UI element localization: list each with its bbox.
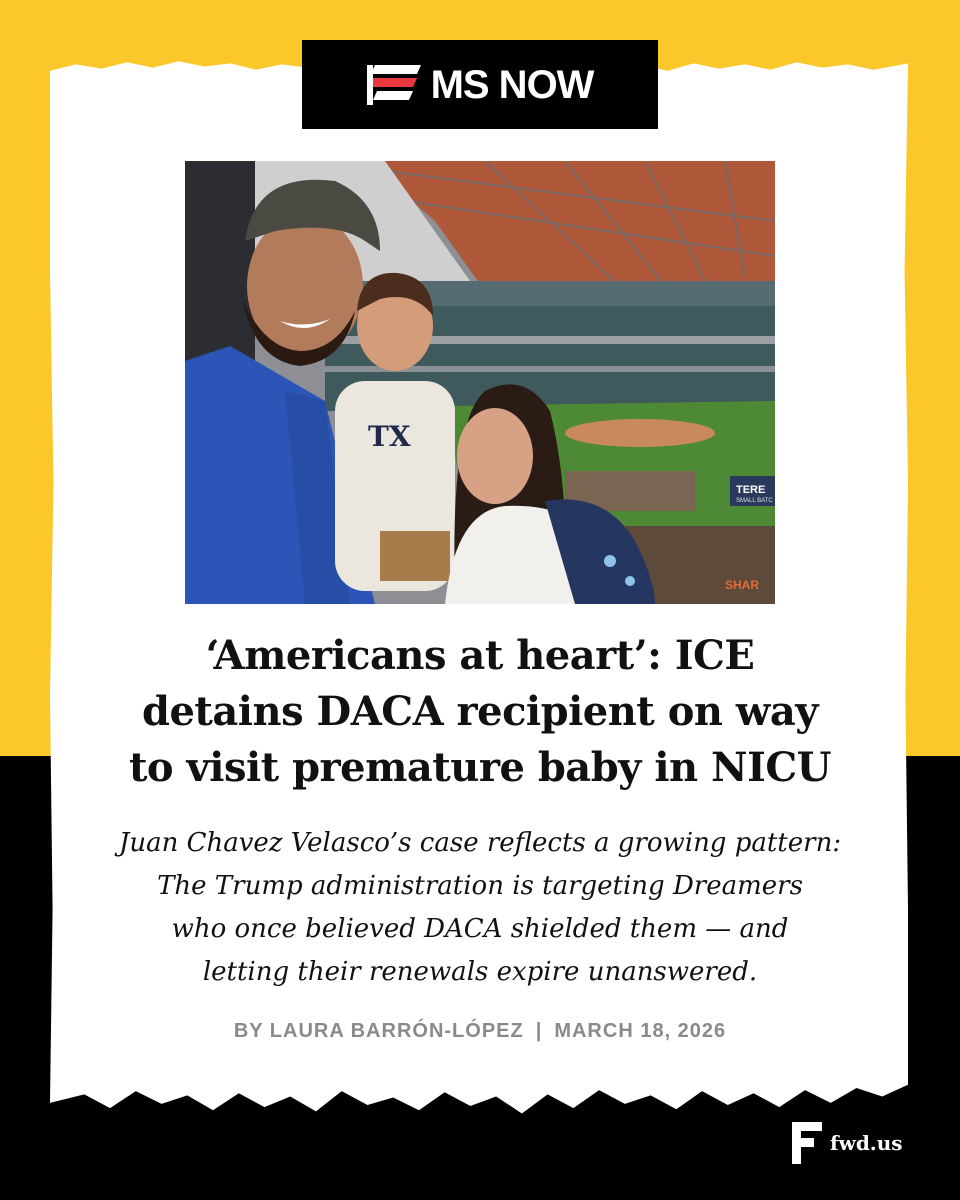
flag-icon (367, 65, 421, 105)
family-stadium-photo (185, 161, 775, 604)
ms-now-logo (302, 40, 658, 129)
brand-name: MS NOW (430, 62, 594, 107)
headline-line: ‘Americans at heart’: ICE (205, 632, 755, 679)
dek-line: letting their renewals expire unanswered. (202, 957, 758, 987)
scoreboard-text: TERE (736, 484, 766, 496)
headline-line: detains DACA recipient on way (141, 688, 818, 735)
byline (80, 1020, 880, 1043)
author: BY LAURA BARRÓN-LÓPEZ (233, 1020, 524, 1042)
dek-line: who once believed DACA shielded them — and (171, 914, 789, 944)
fwd-us-logo (792, 1122, 903, 1164)
article-dek (80, 822, 880, 994)
article-headline (80, 628, 880, 796)
fwd-f-icon (792, 1122, 822, 1164)
byline-separator: | (535, 1020, 543, 1042)
scoreboard-subtext: SMALL BATC (736, 498, 773, 504)
headline-line: to visit premature baby in NICU (128, 744, 832, 791)
fwd-logo-text: fwd.us (830, 1131, 903, 1155)
dek-line: Juan Chavez Velasco’s case reflects a growing pattern: (118, 828, 842, 858)
publish-date: MARCH 18, 2026 (554, 1020, 727, 1042)
jersey-text: TX (368, 420, 411, 453)
railing-text: SHAR (725, 578, 760, 592)
dek-line: The Trump administration is targeting Dreamers (157, 871, 803, 901)
